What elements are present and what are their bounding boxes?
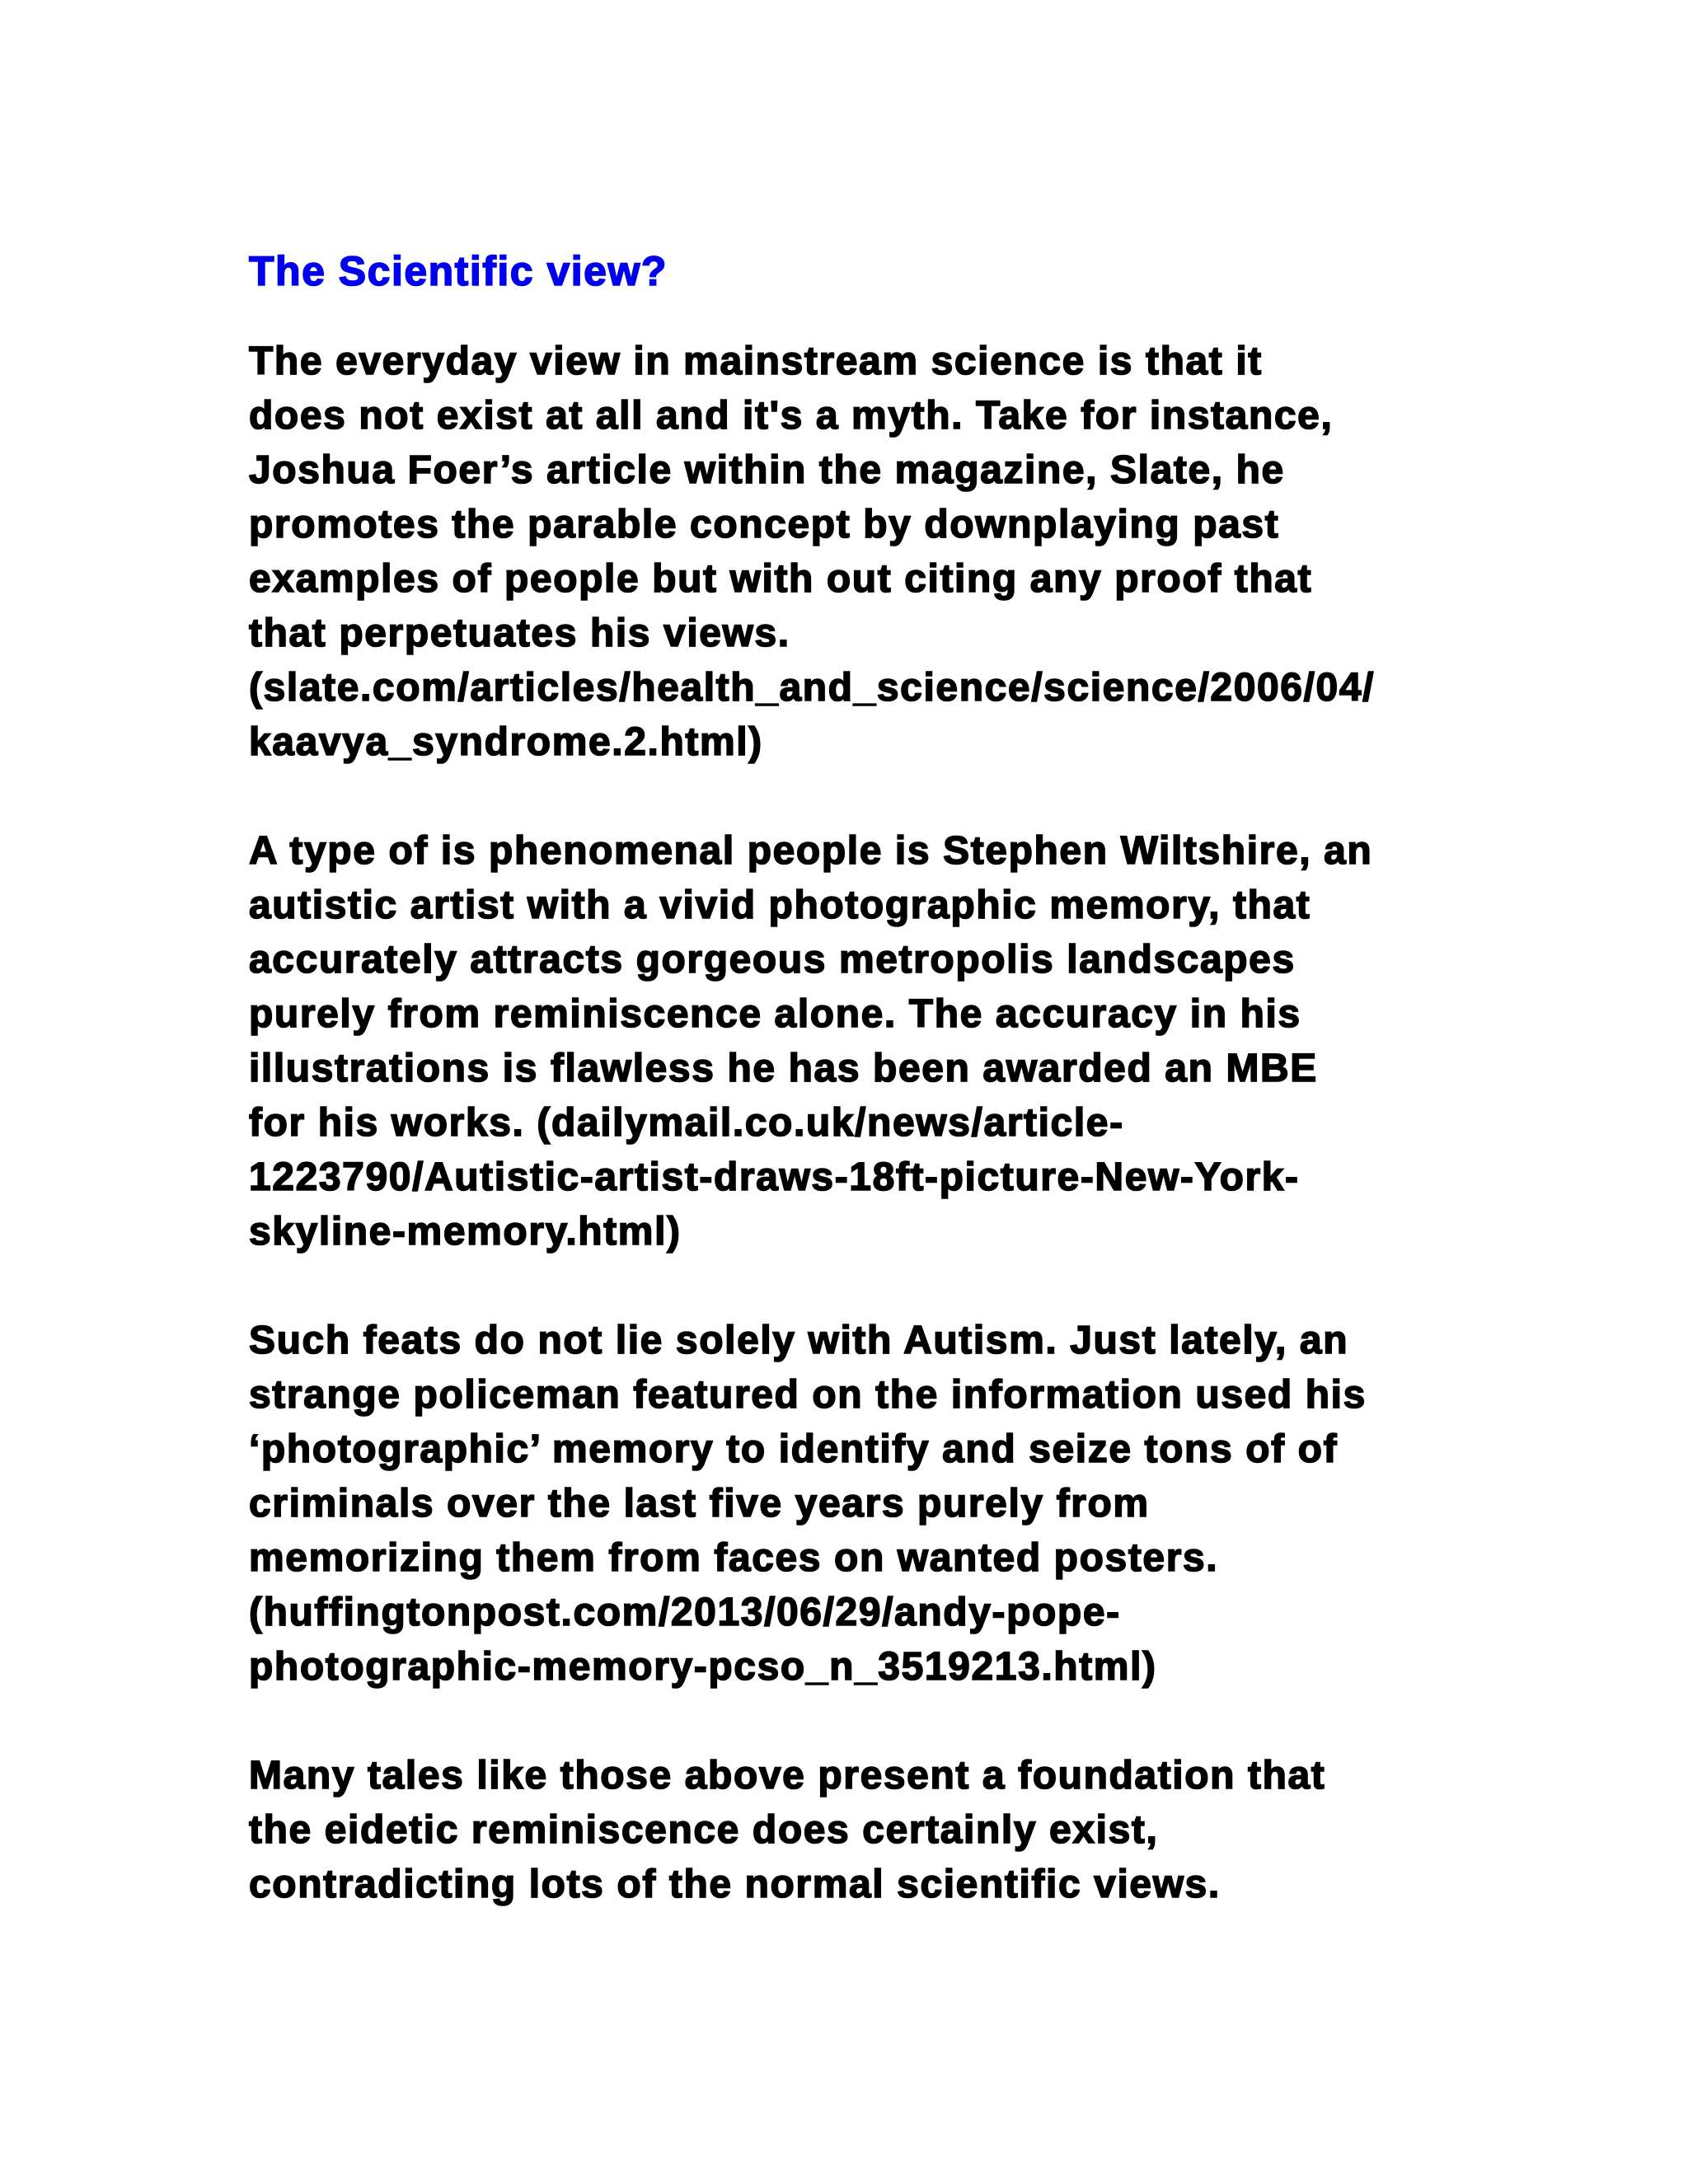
paragraph-line: purely from reminiscence alone. The accuracy in his: [249, 992, 1301, 1036]
paragraph-line: ‘photographic’ memory to identify and seize tons of of: [249, 1427, 1339, 1471]
paragraph-line: Many tales like those above present a foundation that: [249, 1754, 1326, 1797]
paragraph-line: photographic-memory-pcso_n_3519213.html): [249, 1645, 1157, 1689]
paragraph-line: promotes the parable concept by downplaying past: [249, 503, 1280, 546]
paragraph-line: Joshua Foer’s article within the magazine, Slate, he: [249, 448, 1285, 492]
paragraph-line: for his works. (dailymail.co.uk/news/article-: [249, 1101, 1124, 1145]
paragraph-line: 1223790/Autistic-artist-draws-18ft-picture-New-York-: [249, 1155, 1300, 1199]
paragraph-line: does not exist at all and it's a myth. Take for instance,: [249, 394, 1334, 438]
paragraph-line: A type of is phenomenal people is Stephen Wiltshire, an: [249, 829, 1373, 873]
paragraph-stephen-wiltshire: [249, 824, 1444, 1259]
document-body: [249, 241, 1444, 1912]
paragraph-line: (huffingtonpost.com/2013/06/29/andy-pope-: [249, 1591, 1121, 1634]
paragraph-line: examples of people but with out citing any proof that: [249, 557, 1313, 601]
paragraph-line: The everyday view in mainstream science is that it: [249, 340, 1263, 383]
paragraph-line: that perpetuates his views.: [249, 612, 790, 655]
paragraph-line: contradicting lots of the normal scientific views.: [249, 1863, 1221, 1906]
paragraph-conclusion: [249, 1749, 1444, 1912]
paragraph-line: Such feats do not lie solely with Autism. Just lately, an: [249, 1319, 1349, 1362]
paragraph-line: strange policeman featured on the information used his: [249, 1373, 1367, 1417]
paragraph-policeman: [249, 1314, 1444, 1694]
paragraph-line: memorizing them from faces on wanted posters.: [249, 1536, 1219, 1580]
paragraph-line: skyline-memory.html): [249, 1210, 682, 1254]
paragraph-line: illustrations is flawless he has been awarded an MBE: [249, 1047, 1318, 1090]
paragraph-line: accurately attracts gorgeous metropolis landscapes: [249, 938, 1296, 982]
paragraph-line: criminals over the last five years purely from: [249, 1482, 1150, 1526]
paragraph-line: kaavya_syndrome.2.html): [249, 720, 763, 764]
paragraph-line: autistic artist with a vivid photographic memory, that: [249, 883, 1311, 927]
paragraph-scientific-view: [249, 335, 1444, 770]
page-title: The Scientific view?: [249, 248, 668, 294]
paragraph-line: the eidetic reminiscence does certainly exist,: [249, 1808, 1159, 1852]
paragraph-line: (slate.com/articles/health_and_science/science/2006/04/: [249, 666, 1376, 710]
